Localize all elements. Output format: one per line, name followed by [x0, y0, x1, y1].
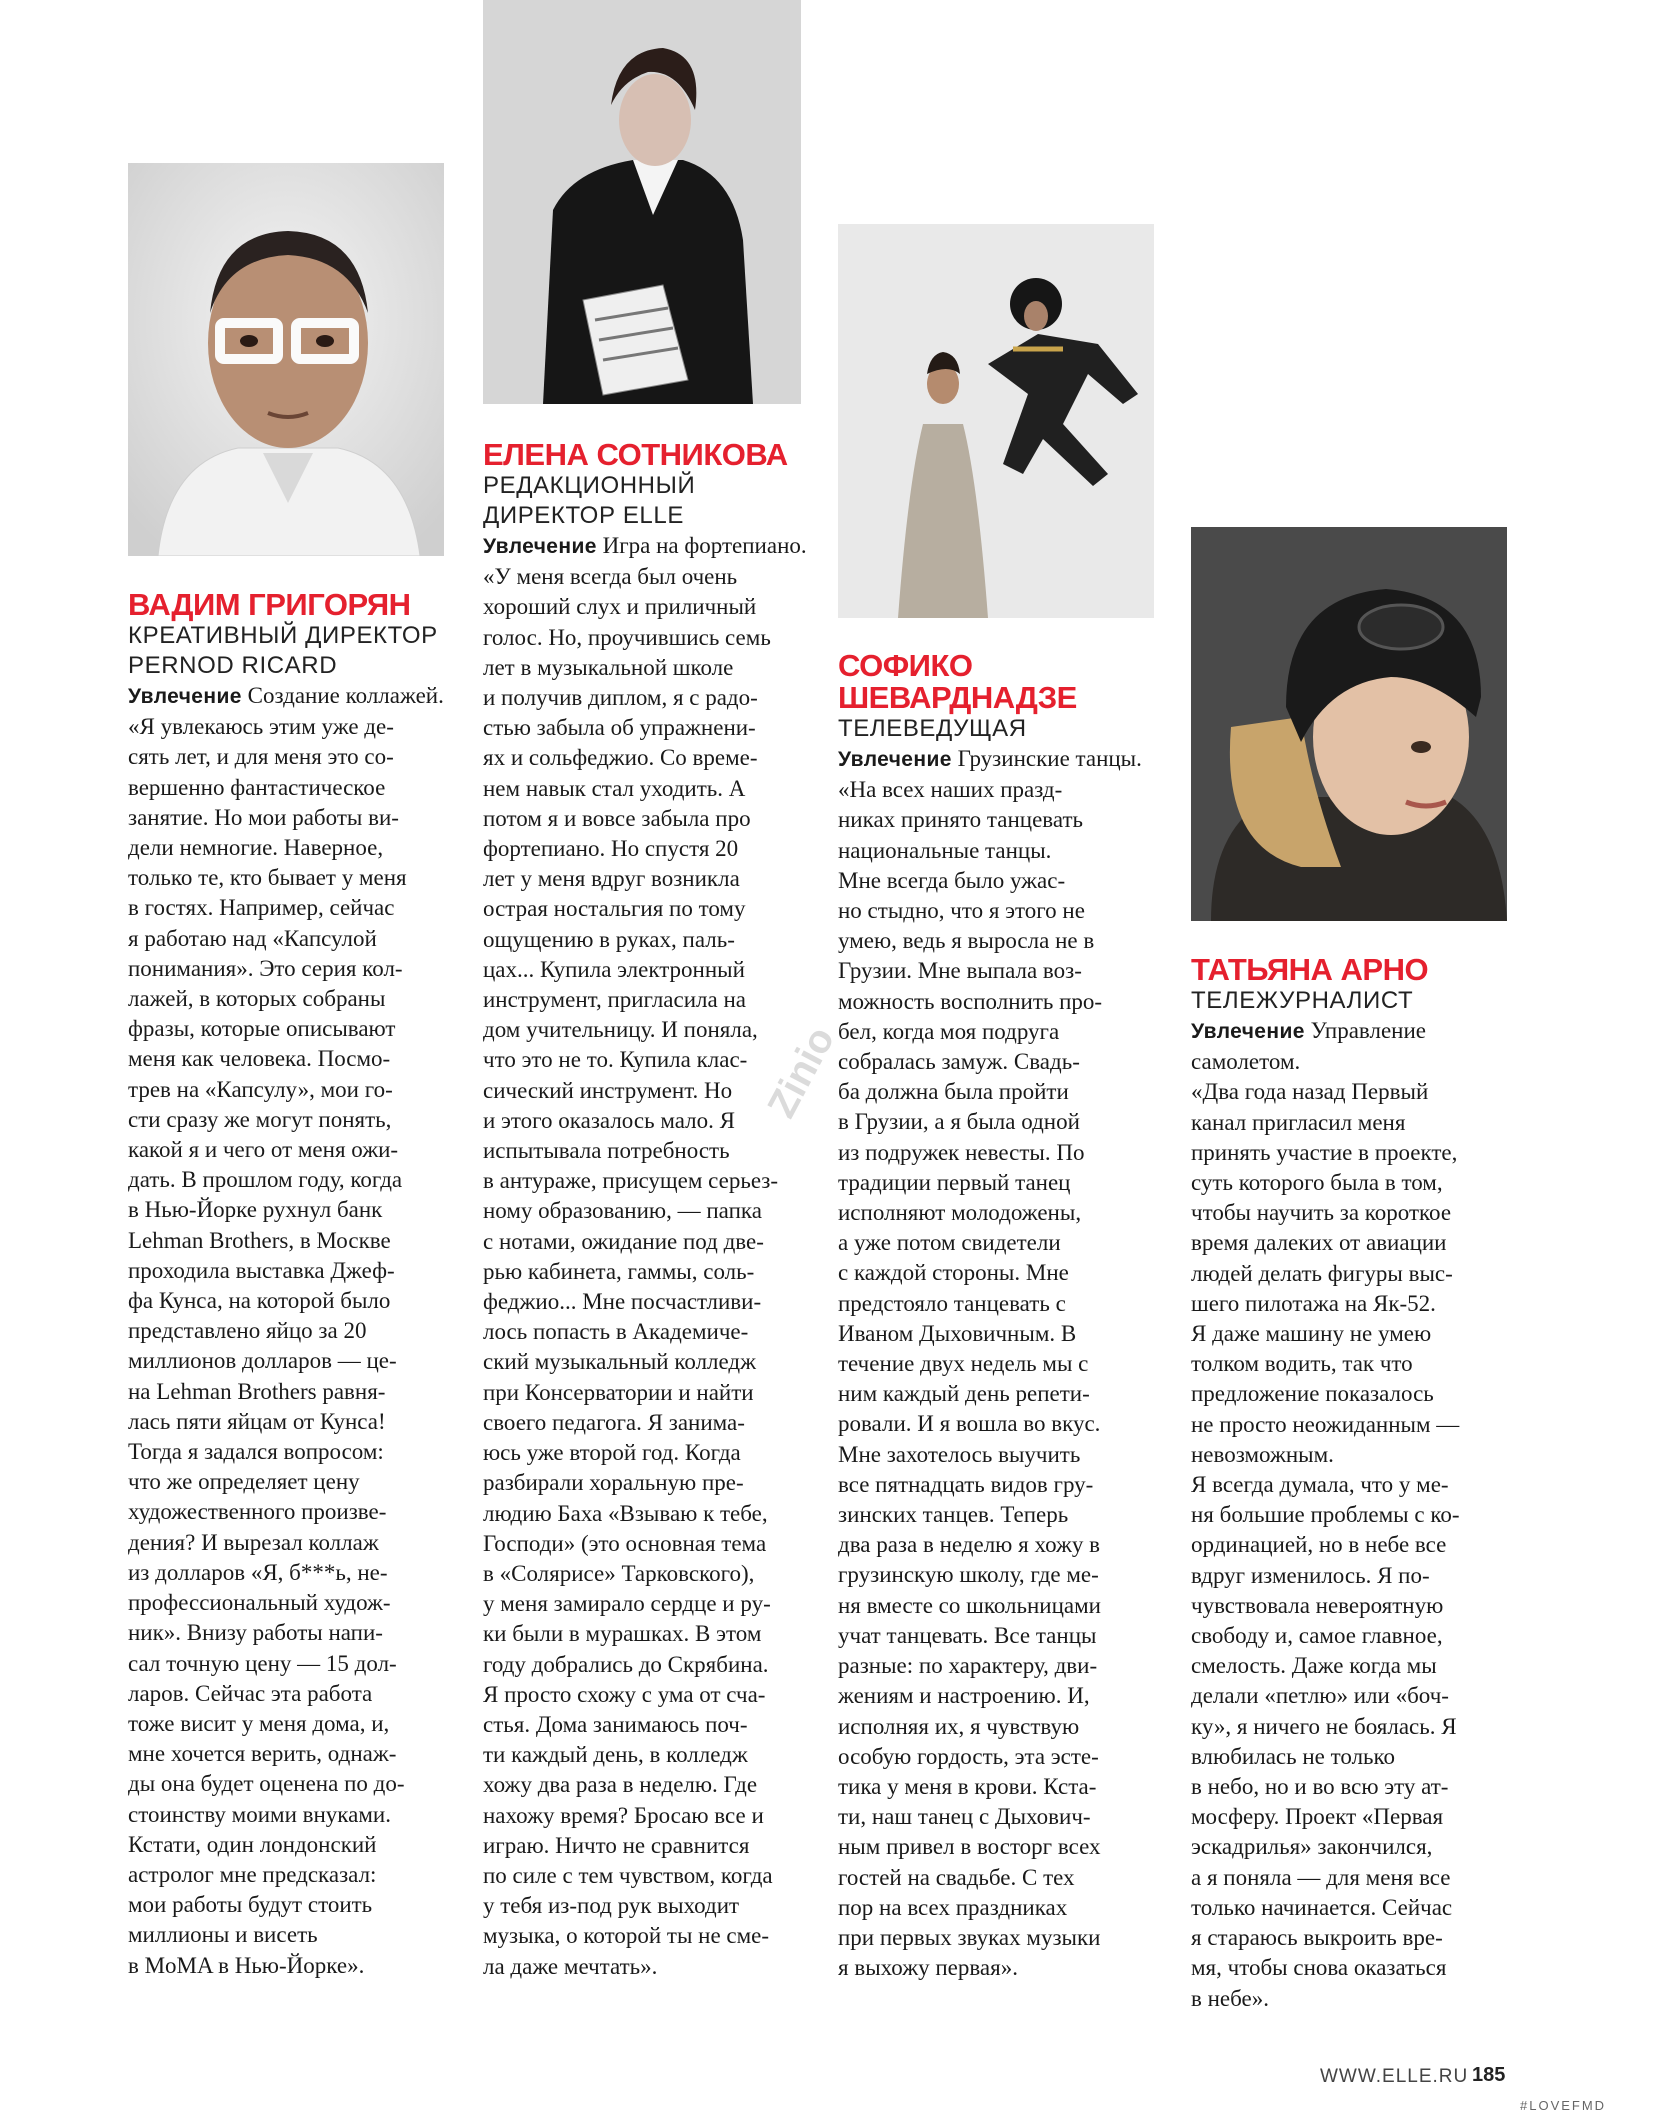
hobby-text: Игра на фортепиано.: [602, 533, 807, 558]
profile-name: СОФИКО ШЕВАРДНАДЗЕ: [838, 648, 1077, 715]
zinio-overlay: Zinio: [759, 1019, 844, 1125]
profile-quote: «Я увлекаюсь этим уже де- сять лет, и для меня это со- вершенно фантастическое занятие. Но мои работы ви- дели немногие. Наверное, только те, кто бывает у меня в гостях. Например, сейчас я работаю над «Капсулой понимания». Это серия кол- лажей, в которых собраны фразы, которые описывают меня как человека. Посмо- трев на «Капсулу», мои го- сти сразу же могут понять, какой я и чего от меня ожи- дать. В прошлом году, когда в Нью-Йорке рухнул банк Lehman Brothers, в Москве проходила выставка Джеф- фа Кунса, на которой было представлено яйцо за 20 миллионов долларов — це- на Lehman Brothers равня- лась пяти яйцам от Кунса! Тогда я задался вопросом: что же определяет цену художественного произве- дения? И вырезал коллаж из долларов «Я, б***ь, не- профессиональный худож- ник». Внизу работы напи- сал точную цену — 15 дол- ларов. Сейчас эта работа тоже висит у меня дома, и, мне хочется верить, однаж- ды она будет оценена по до- стоинству моими внуками. Кстати, один лондонский астролог мне предсказал: мои работы будут стоить миллионы и висеть в MoMA в Нью-Йорке».: [128, 714, 407, 1978]
profile-role: РЕДАКЦИОННЫЙ ДИРЕКТОР ELLE: [483, 472, 696, 529]
profile-name: ТАТЬЯНА АРНО: [1191, 952, 1429, 987]
hobby-text: Грузинские танцы.: [957, 746, 1142, 771]
profile-sofiko-shevardnadze: [838, 650, 1168, 1983]
footer-url: WWW.ELLE.RU: [1320, 2066, 1469, 2087]
photo-vadim-grigoryan: [128, 163, 444, 556]
hobby-label: Увлечение: [128, 685, 242, 708]
profile-role: ТЕЛЕВЕДУЩАЯ: [838, 715, 1027, 742]
profile-hobby: [1191, 1016, 1521, 1077]
profile-quote: «У меня всегда был очень хороший слух и приличный голос. Но, проучившись семь лет в музыкальной школе и получив диплом, я с радо- стью забыла об упражнени- ях и сольфеджио. Со време- нем навык стал уходить. А потом я и вовсе забыла про фортепиано. Но спустя 20 лет у меня вдруг возникла острая ностальгия по тому ощущению в руках, паль- цах... Купила электронный инструмент, пригласила на дом учительницу. И поняла, что это не то. Купила клас- сический инструмент. Но и этого оказалось мало. Я испытывала потребность в антураже, присущем серьез- ному образованию, — папка с нотами, ожидание под две- рью кабинета, гаммы, соль- феджио... Мне посчастливи- лось попасть в Академиче- ский музыкальный колледж при Консерватории и найти своего педагога. Я занима- юсь уже второй год. Когда разбирали хоральную пре- людию Баха «Взываю к тебе, Господи» (это основная тема в «Солярисе» Тарковского), у меня замирало сердце и ру- ки были в мурашках. В этом году добрались до Скрябина. Я просто схожу с ума от сча- стья. Дома занимаюсь поч- ти каждый день, в колледж хожу два раза в неделю. Где нахожу время? Бросаю все и играю. Ничто не сравнится по силе с тем чувством, когда у тебя из-под рук выходит музыка, о которой ты не сме- ла даже мечтать».: [483, 564, 779, 1979]
profile-hobby: [128, 681, 458, 712]
hobby-label: Увлечение: [838, 748, 952, 771]
profile-hobby: [838, 744, 1168, 775]
watermark: #LOVEFMD: [1520, 2098, 1607, 2113]
profile-role: КРЕАТИВНЫЙ ДИРЕКТОР PERNOD RICARD: [128, 622, 438, 679]
hobby-text: Создание коллажей.: [247, 683, 444, 708]
profile-hobby: [483, 531, 813, 562]
photo-tatyana-arno: [1191, 527, 1507, 921]
profile-quote: «На всех наших празд- никах принято танцевать национальные танцы. Мне всегда было ужас- но стыдно, что я этого не умею, ведь я выросла не в Грузии. Мне выпала воз- можность восполнить про- бел, когда моя подруга собралась замуж. Свадь- ба должна была пройти в Грузии, а я была одной из подружек невесты. По традиции первый танец исполняют молодожены, а уже потом свидетели с каждой стороны. Мне предстояло танцевать с Иваном Дыховичным. В течение двух недель мы с ним каждый день репети- ровали. И я вошла во вкус. Мне захотелось выучить все пятнадцать видов гру- зинских танцев. Теперь два раза в неделю я хожу в грузинскую школу, где ме- ня вместе со школьницами учат танцевать. Все танцы разные: по характеру, дви- жениям и настроению. И, исполняя их, я чувствую особую гордость, эта эсте- тика у меня в крови. Кста- ти, наш танец с Дыхович- ным привел в восторг всех гостей на свадьбе. С тех пор на всех праздниках при первых звуках музыки я выхожу первая».: [838, 777, 1103, 1981]
profile-tatyana-arno: [1191, 954, 1521, 2014]
profile-elena-sotnikova: [483, 439, 813, 1982]
profile-name: ВАДИМ ГРИГОРЯН: [128, 587, 411, 622]
profile-role: ТЕЛЕЖУРНАЛИСТ: [1191, 987, 1414, 1014]
photo-elena-sotnikova: [483, 0, 801, 404]
hobby-text: Управление самолетом.: [1191, 1018, 1426, 1075]
page-number: 185: [1472, 2064, 1506, 2086]
profile-vadim-grigoryan: [128, 589, 458, 1981]
hobby-label: Увлечение: [1191, 1020, 1305, 1043]
photo-sofiko-shevardnadze: [838, 224, 1154, 618]
profile-quote: «Два года назад Первый канал пригласил меня принять участие в проекте, суть которого была в том, чтобы научить за короткое время далеких от авиации людей делать фигуры выс- шего пилотажа на Як-52. Я даже машину не умею толком водить, так что предложение показалось не просто неожиданным — невозможным. Я всегда думала, что у ме- ня большие проблемы с ко- ординацией, но в небе все вдруг изменилось. Я по- чувствовала невероятную свободу и, самое главное, смелость. Даже когда мы делали «петлю» или «боч- ку», я ничего не боялась. Я влюбилась не только в небо, но и во всю эту ат- мосферу. Проект «Первая эскадрилья» закончился, а я поняла — для меня все только начинается. Сейчас я стараюсь выкроить вре- мя, чтобы снова оказаться в небе».: [1191, 1079, 1460, 2011]
hobby-label: Увлечение: [483, 535, 597, 558]
profile-name: ЕЛЕНА СОТНИКОВА: [483, 437, 788, 472]
